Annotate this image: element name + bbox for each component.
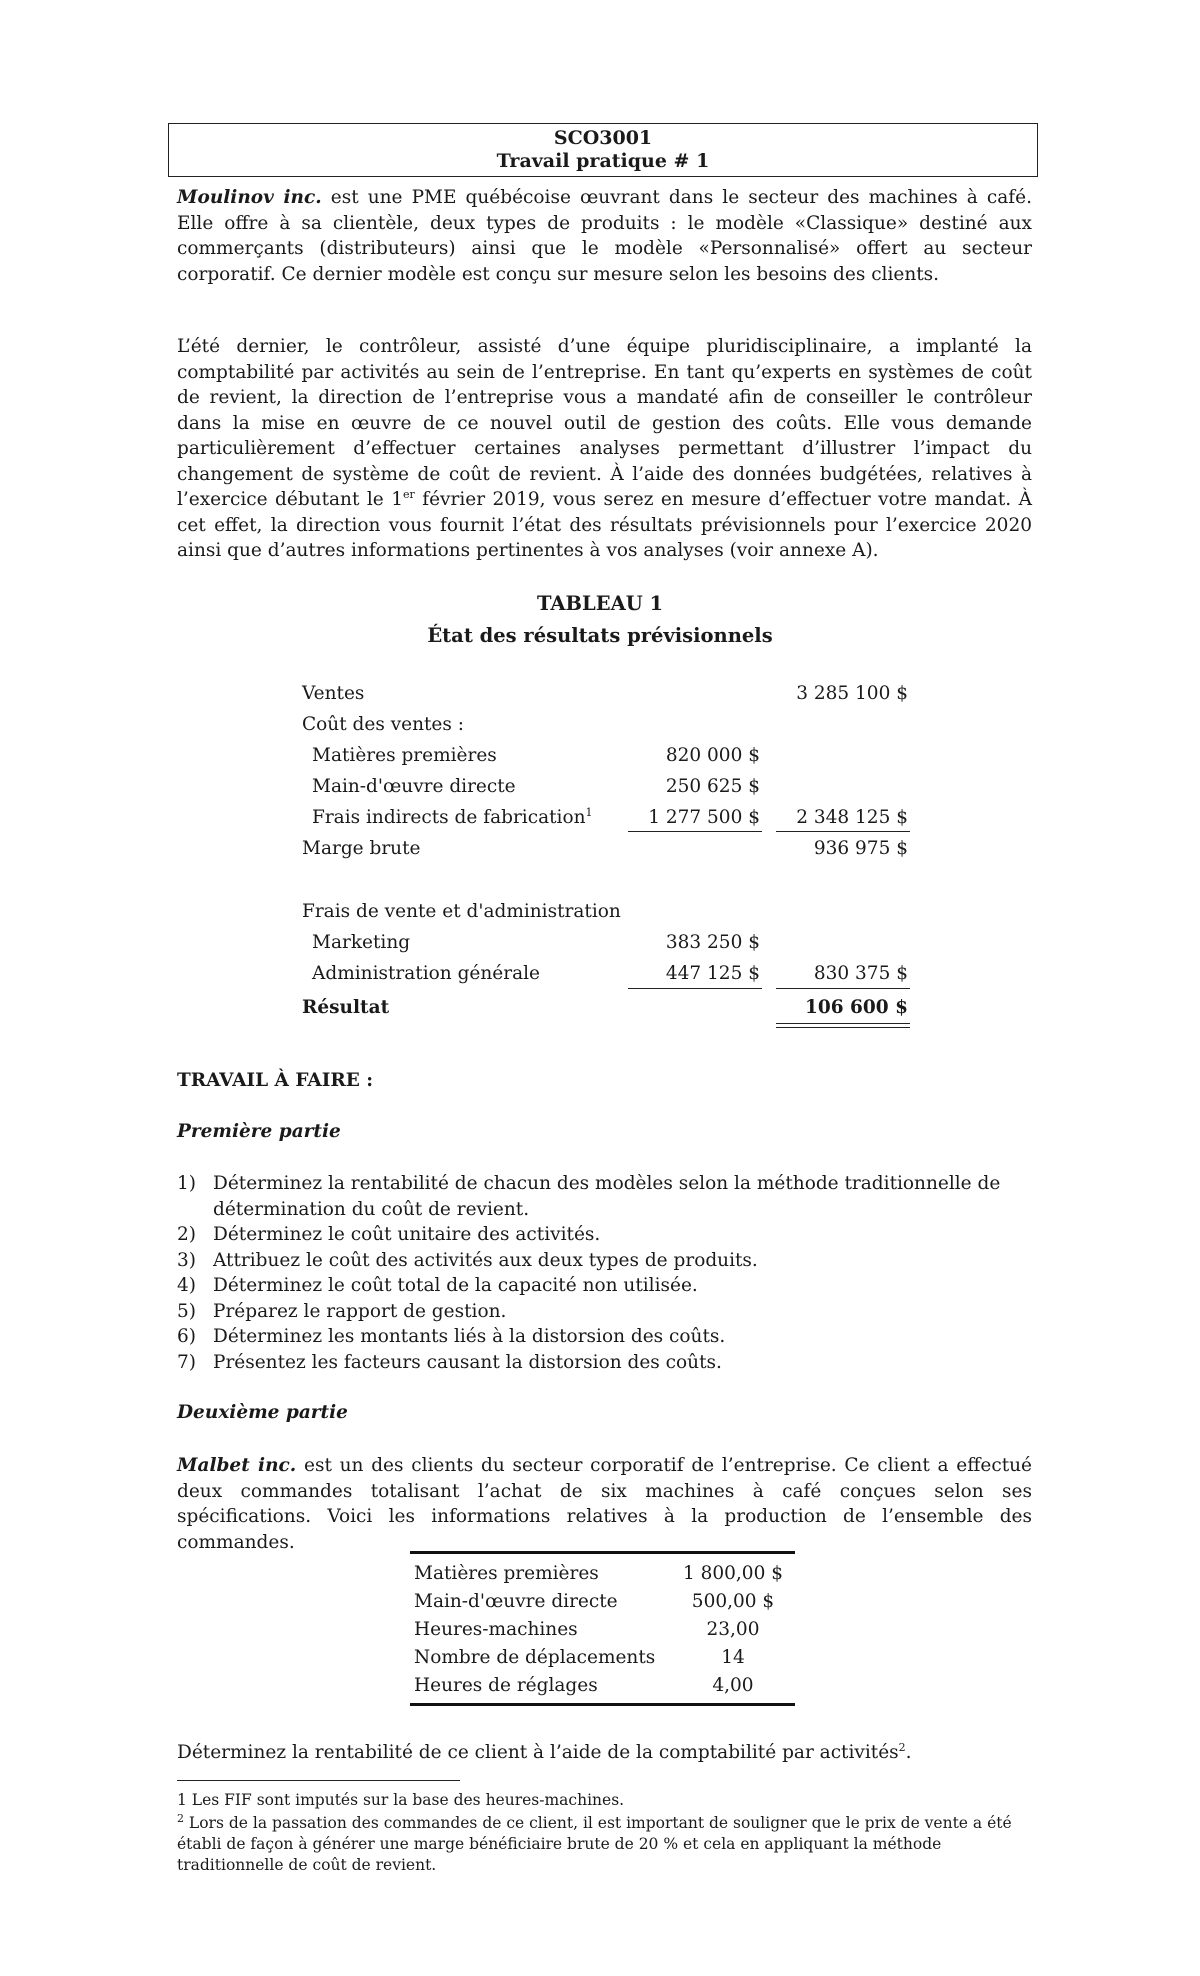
order-table [410,1551,795,1706]
list-item: 4) Déterminez le coût total de la capacité non utilisée. [177,1275,698,1296]
underline [628,988,762,989]
list-item: 3) Attribuez le coût des activités aux deux types de produits. [177,1249,758,1271]
footnote-divider [177,1780,460,1781]
task-list [177,1171,1007,1375]
table-row: Nombre de déplacements 14 [414,1647,745,1668]
intro-text-2b: février 2019, vous serez en mesure d’effectuer votre mandat. À cet effet, la direction vous fournit l’état des résultats prévisionnels pour l’exercice 2020 ainsi que d’autres informations pertinentes à vos analyses (voir annexe A). [177,489,1032,561]
intro-text-2a: L’été dernier, le contrôleur, assisté d’une équipe pluridisciplinaire, a implanté la comptabilité par activités au sein de l’entreprise. En tant qu’experts en systèmes de coût de revient, la direction de l’entreprise vous a mandaté afin de conseiller le contrôleur dans la mise en œuvre de ce nouvel outil de gestion des coûts. Elle vous demande particulièrement d’effectuer certaines analyses permettant d’illustrer l’impact du changement de système de coût de revient. À l’aide des données budgétées, relatives à l’exercice débutant le 1 [177,336,1032,510]
part1-heading: Première partie [177,1121,341,1142]
list-item: 6) Déterminez les montants liés à la distorsion des coûts. [177,1326,726,1347]
final-instruction: Déterminez la rentabilité de ce client à l’aide de la comptabilité par activités$^2$. [177,1740,912,1763]
client-name: Malbet inc. [177,1455,297,1476]
double-underline [776,1023,910,1028]
row-ventes: Ventes 3 285 100 $ [302,683,908,704]
footnote-ref-2: 2 [898,1740,906,1754]
header-box [168,123,1038,177]
row-matieres: Matières premières 820 000 $ [312,745,760,766]
table1-label: TABLEAU 1 [536,592,664,615]
table-row: Matières premières 1 800,00 $ [414,1563,784,1584]
row-fif: Frais indirects de fabrication$^1$ 1 277 500 $ 2 348 125 $ [312,805,908,828]
travail-heading: TRAVAIL À FAIRE : [177,1070,374,1091]
underline [776,831,910,832]
ordinal-sup: er [403,487,415,501]
ventes-total: 3 285 100 $ [796,683,908,704]
row-marketing: Marketing 383 250 $ [312,932,760,953]
row-resultat: Résultat 106 600 $ [302,997,908,1018]
row-cout-ventes: Coût des ventes : [302,714,464,735]
table1-title: État des résultats prévisionnels [427,624,773,647]
table-row: Main-d'œuvre directe 500,00 $ [414,1591,775,1612]
intro-text-1: est une PME québécoise œuvrant dans le secteur des machines à café. Elle offre à sa clientèle, deux types de produits : le modèle «Classique» destiné aux commerçants (distributeurs) ainsi que le modèle «Personnalisé» offert au secteur corporatif. Ce dernier modèle est conçu sur mesure selon les besoins des clients. [177,187,1032,285]
list-item: 2) Déterminez le coût unitaire des activités. [177,1224,601,1245]
underline [628,831,762,832]
list-item: 7) Présentez les facteurs causant la distorsion des coûts. [177,1351,722,1373]
company-name: Moulinov inc. [177,187,322,208]
table-row: Heures de réglages 4,00 [414,1675,754,1696]
underline [776,988,910,989]
footnote-1: 1 Les FIF sont imputés sur la base des heures-machines. [177,1791,625,1809]
course-code: SCO3001 [553,127,653,149]
footnote-2: $^2$ Lors de la passation des commandes de ce client, il est important de souligner que le prix de vente a été établi de façon à générer une marge bénéficiaire brute de 20 % et cela en appliquant la méthode traditionnelle de coût de revient. [177,1811,1012,1874]
intro-paragraph-1 [177,185,1032,287]
list-item: 5) Préparez le rapport de gestion. [177,1300,507,1322]
row-fva: Frais de vente et d'administration [302,901,621,922]
part2-heading: Deuxième partie [177,1402,348,1423]
client-paragraph: Malbet inc. est un des clients du secteur corporatif de l’entreprise. Ce client a effectué deux commandes totalisant l’achat de six machines à café conçues selon ses spécifications. Voici les informations relatives à la production de l’ensemble des commandes. [177,1455,1032,1553]
list-item: 1) Déterminez la rentabilité de chacun des modèles selon la méthode traditionnelle de détermination du coût de revient. [177,1173,1001,1220]
intro-paragraph-2 [177,334,1032,564]
footnote-ref-1: 1 [585,805,593,819]
table-row: Heures-machines 23,00 [414,1619,760,1640]
assignment-title: Travail pratique # 1 [496,150,710,172]
row-mod: Main-d'œuvre directe 250 625 $ [312,776,760,797]
row-admin: Administration générale 447 125 $ 830 375 $ [312,963,908,984]
row-marge: Marge brute 936 975 $ [302,838,908,859]
